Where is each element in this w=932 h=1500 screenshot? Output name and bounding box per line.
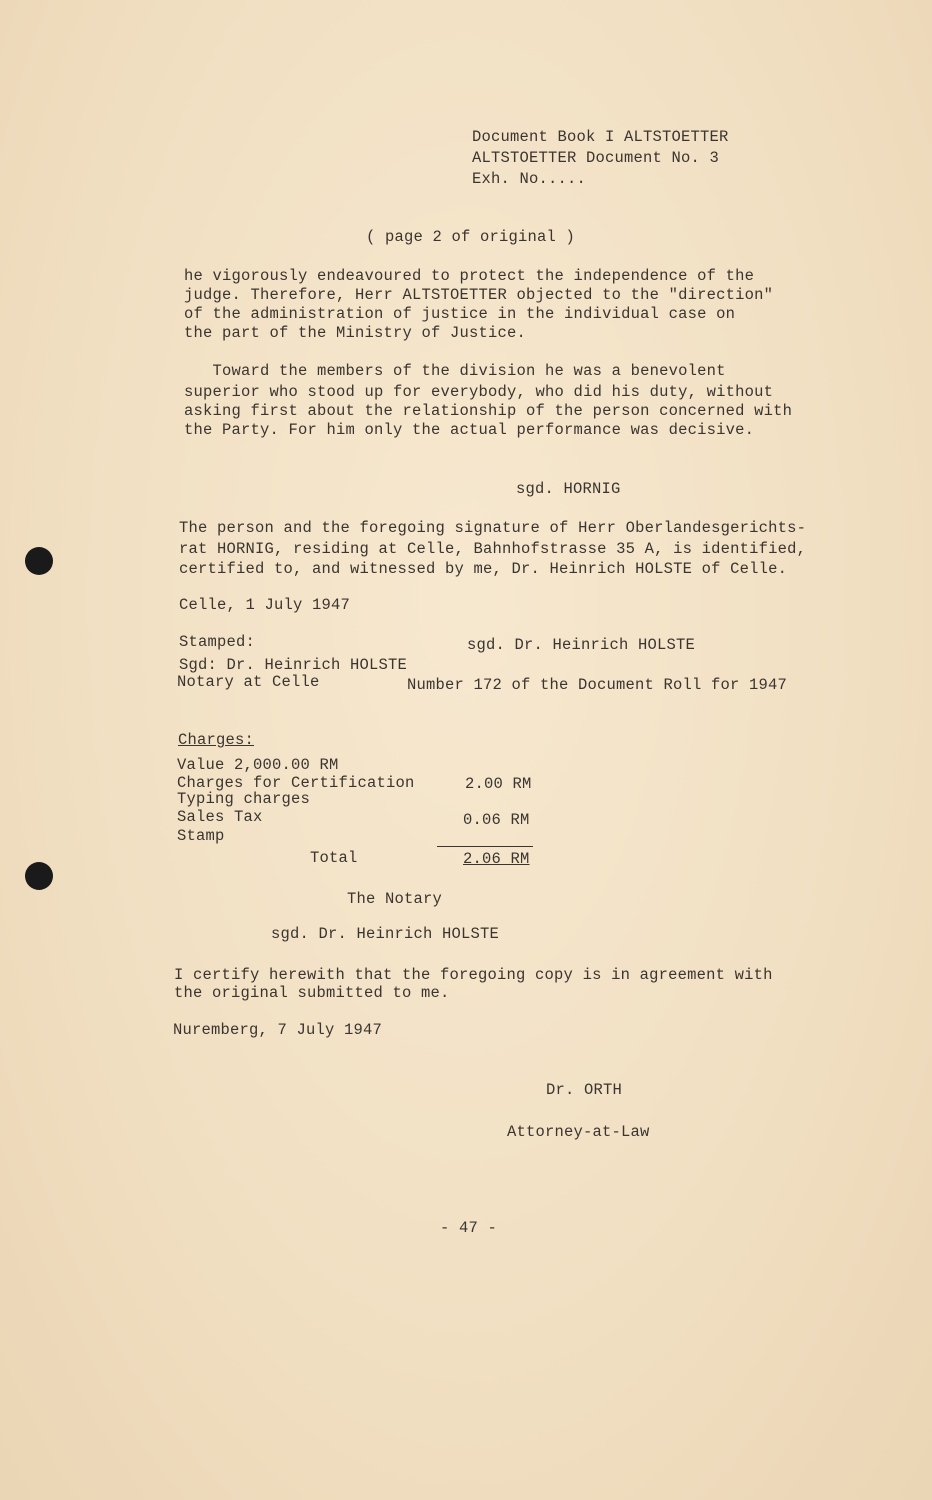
punch-hole [25,862,53,890]
header-line-1: Document Book I ALTSTOETTER [472,128,729,146]
total-amount: 2.06 RM [463,850,530,868]
notary-signature: sgd. Dr. Heinrich HOLSTE [271,925,500,943]
paragraph1-line: the part of the Ministry of Justice. [184,324,527,342]
document-roll-number: Number 172 of the Document Roll for 1947 [407,676,788,694]
charges-heading: Charges: [178,731,255,749]
notary-title: The Notary [347,890,443,908]
header-line-2: ALTSTOETTER Document No. 3 [472,149,720,167]
place-date-celle: Celle, 1 July 1947 [179,596,351,614]
attorney-name: Dr. ORTH [546,1081,623,1099]
charge-label: Sales Tax [177,808,263,826]
charge-label: Stamp [177,827,225,845]
paragraph2-line: superior who stood up for everybody, who did his duty, without [184,383,774,401]
copy-certification-line: the original submitted to me. [174,984,450,1002]
page-number: - 47 - [440,1219,498,1237]
total-rule [437,846,533,847]
paragraph2-line: the Party. For him only the actual performance was decisive. [184,421,755,439]
stamped-label: Stamped: [179,633,256,651]
charge-label: Value 2,000.00 RM [177,756,339,774]
header-line-3: Exh. No..... [472,170,587,188]
paragraph1-line: judge. Therefore, Herr ALTSTOETTER objected to the "direction" [184,286,774,304]
charge-amount: 0.06 RM [463,811,530,829]
stamp-signature-right: sgd. Dr. Heinrich HOLSTE [467,636,696,654]
paragraph2-line: asking first about the relationship of the person concerned with [184,402,793,420]
charge-label: Charges for Certification [177,774,415,792]
signature-hornig: sgd. HORNIG [516,480,621,498]
page-note: ( page 2 of original ) [366,228,576,246]
certification-line: The person and the foregoing signature of Herr Oberlandesgerichts- [179,519,807,537]
paragraph1-line: of the administration of justice in the individual case on [184,305,736,323]
place-date-nuremberg: Nuremberg, 7 July 1947 [173,1021,383,1039]
charge-label: Typing charges [177,790,311,808]
total-label: Total [310,849,358,867]
paragraph1-line: he vigorously endeavoured to protect the independence of the [184,267,755,285]
notary-location: Notary at Celle [177,673,320,691]
paragraph2-line: Toward the members of the division he was a benevolent [184,362,726,380]
punch-hole [25,547,53,575]
certification-line: rat HORNIG, residing at Celle, Bahnhofstrasse 35 A, is identified, [179,540,807,558]
stamp-signature-left: Sgd: Dr. Heinrich HOLSTE [179,656,408,674]
certification-line: certified to, and witnessed by me, Dr. Heinrich HOLSTE of Celle. [179,560,788,578]
attorney-title: Attorney-at-Law [507,1123,650,1141]
copy-certification-line: I certify herewith that the foregoing copy is in agreement with [174,966,773,984]
charge-amount: 2.00 RM [465,775,532,793]
